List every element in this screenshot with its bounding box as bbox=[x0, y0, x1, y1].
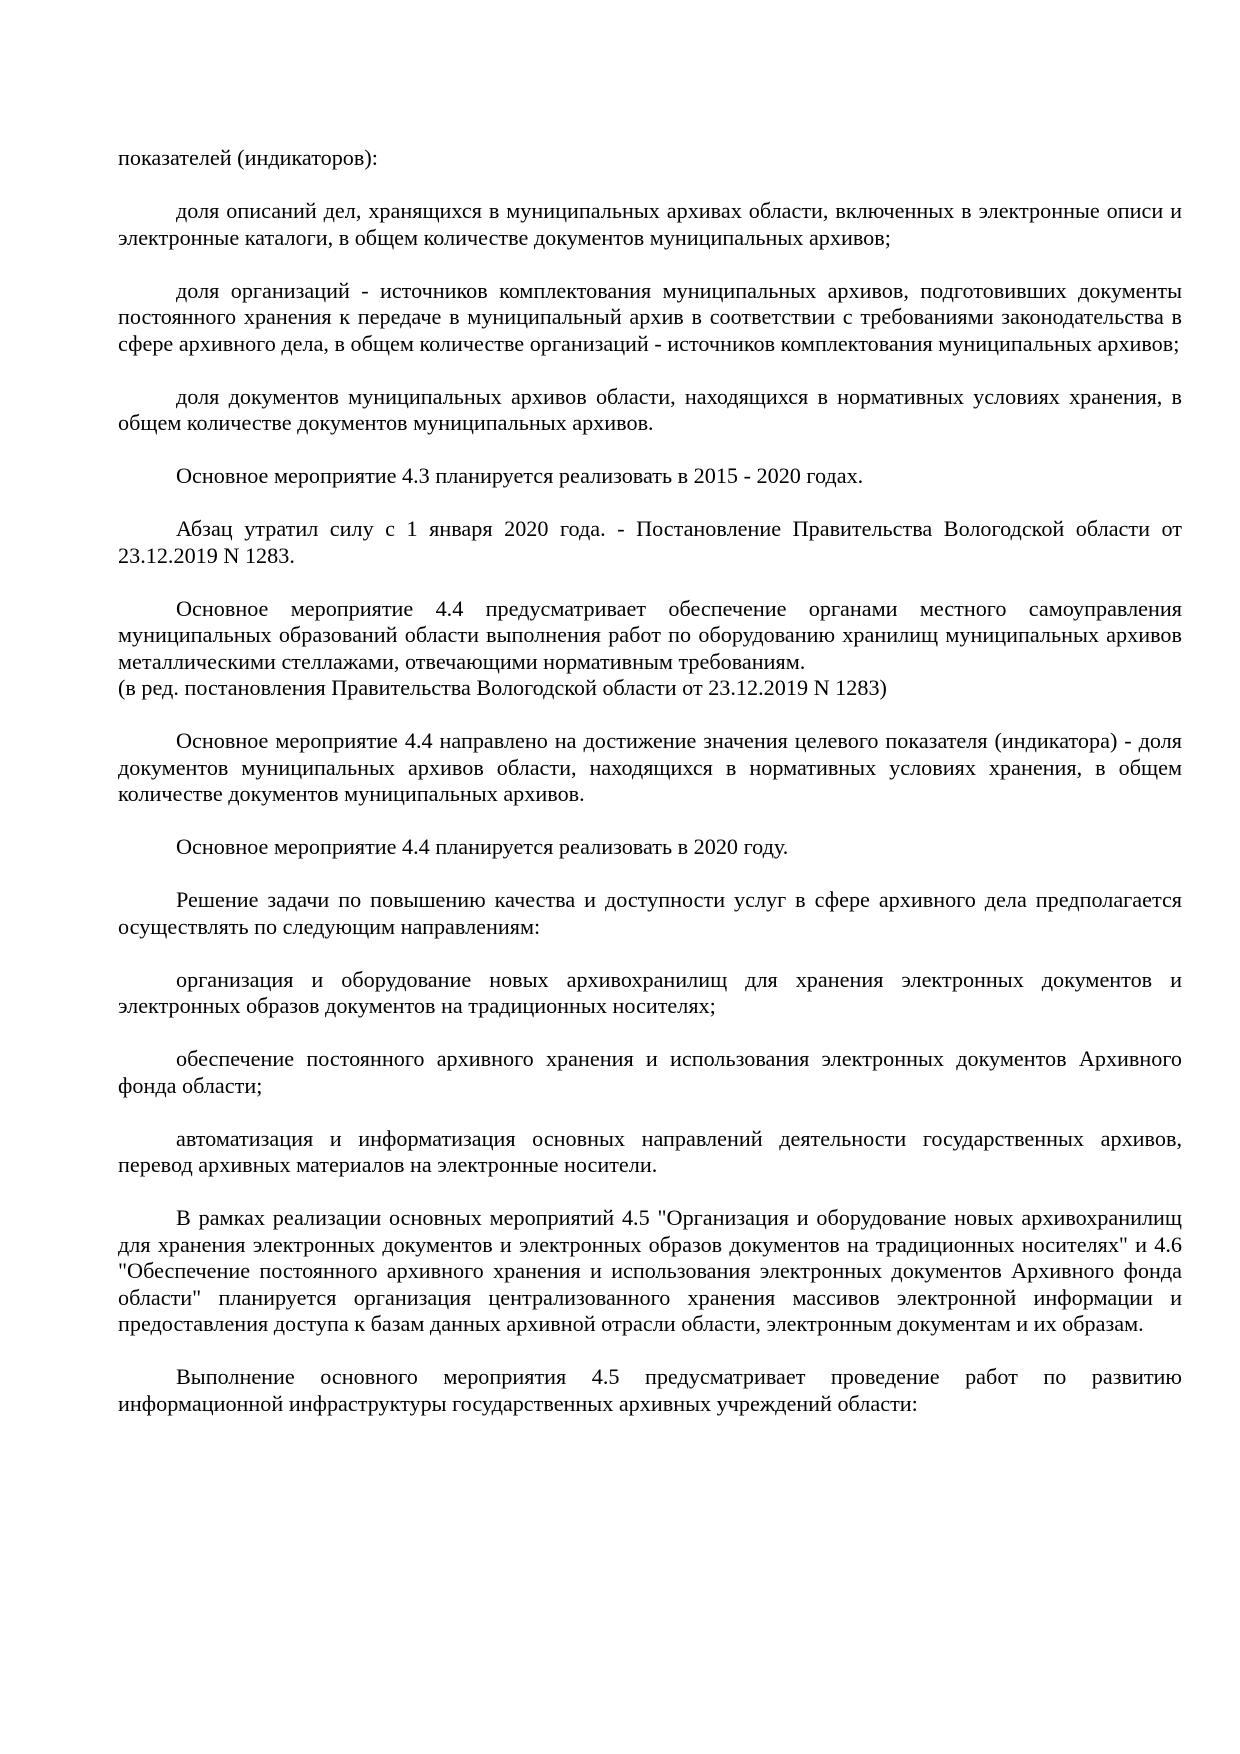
paragraph-direction-permanent-storage: обеспечение постоянного архивного хранения и использования электронных документов Архивного фонда области; bbox=[118, 1046, 1182, 1098]
paragraph-share-electronic-inventories: доля описаний дел, хранящихся в муниципальных архивах области, включенных в электронные описи и электронные каталоги, в общем количестве документов муниципальных архивов; bbox=[118, 198, 1182, 250]
paragraph-measure-4-4-description: Основное мероприятие 4.4 предусматривает обеспечение органами местного самоуправления муниципальных образований области выполнения работ по оборудованию хранилищ муниципальных архивов металлическими стеллажами, отвечающими нормативным требованиям. bbox=[118, 595, 1182, 674]
paragraph-share-normative-storage: доля документов муниципальных архивов области, находящихся в нормативных условиях хранения, в общем количестве документов муниципальных архивов. bbox=[118, 383, 1182, 435]
paragraph-measure-4-4-target: Основное мероприятие 4.4 направлено на достижение значения целевого показателя (индикатора) - доля документов муниципальных архивов области, находящихся в нормативных условиях хранения, в общем количестве документов муниципальных архивов. bbox=[118, 728, 1182, 806]
paragraph-measure-4-4-period: Основное мероприятие 4.4 планируется реализовать в 2020 году. bbox=[176, 834, 789, 859]
amendment-note: (в ред. постановления Правительства Вологодской области от 23.12.2019 N 1283) bbox=[118, 675, 887, 700]
paragraph-measure-4-3-period: Основное мероприятие 4.3 планируется реализовать в 2015 - 2020 годах. bbox=[176, 463, 864, 488]
paragraph-share-source-organizations: доля организаций - источников комплектования муниципальных архивов, подготовивших документы постоянного хранения к передаче в муниципальный архив в соответствии с требованиями законодательства в сфере архивного дела, в общем количестве организаций - источников комплектования муниципальных архивов; bbox=[118, 277, 1182, 356]
paragraph-task-directions: Решение задачи по повышению качества и доступности услуг в сфере архивного дела предполагается осуществлять по следующим направлениям: bbox=[118, 887, 1182, 939]
paragraph-direction-new-storages: организация и оборудование новых архивохранилищ для хранения электронных документов и электронных образов документов на традиционных носителях; bbox=[118, 966, 1182, 1018]
document-page bbox=[118, 145, 1182, 1444]
paragraph-indicators-intro: показателей (индикаторов): bbox=[118, 145, 378, 170]
paragraph-direction-automation: автоматизация и информатизация основных направлений деятельности государственных архивов, перевод архивных материалов на электронные носители. bbox=[118, 1125, 1182, 1177]
paragraph-repealed: Абзац утратил силу с 1 января 2020 года. - Постановление Правительства Вологодской области от 23.12.2019 N 1283. bbox=[118, 516, 1182, 568]
paragraph-measures-4-5-4-6: В рамках реализации основных мероприятий 4.5 "Организация и оборудование новых архивохранилищ для хранения электронных документов и электронных образов документов на традиционных носителях" и 4.6 "Обеспечение постоянного архивного хранения и использования электронных документов Архивного фонда области" планируется организация централизованного хранения массивов электронной информации и предоставления доступа к базам данных архивной отрасли области, электронным документам и их образам. bbox=[118, 1205, 1182, 1336]
paragraph-measure-4-5-infrastructure: Выполнение основного мероприятия 4.5 предусматривает проведение работ по развитию информационной инфраструктуры государственных архивных учреждений области: bbox=[118, 1364, 1182, 1416]
